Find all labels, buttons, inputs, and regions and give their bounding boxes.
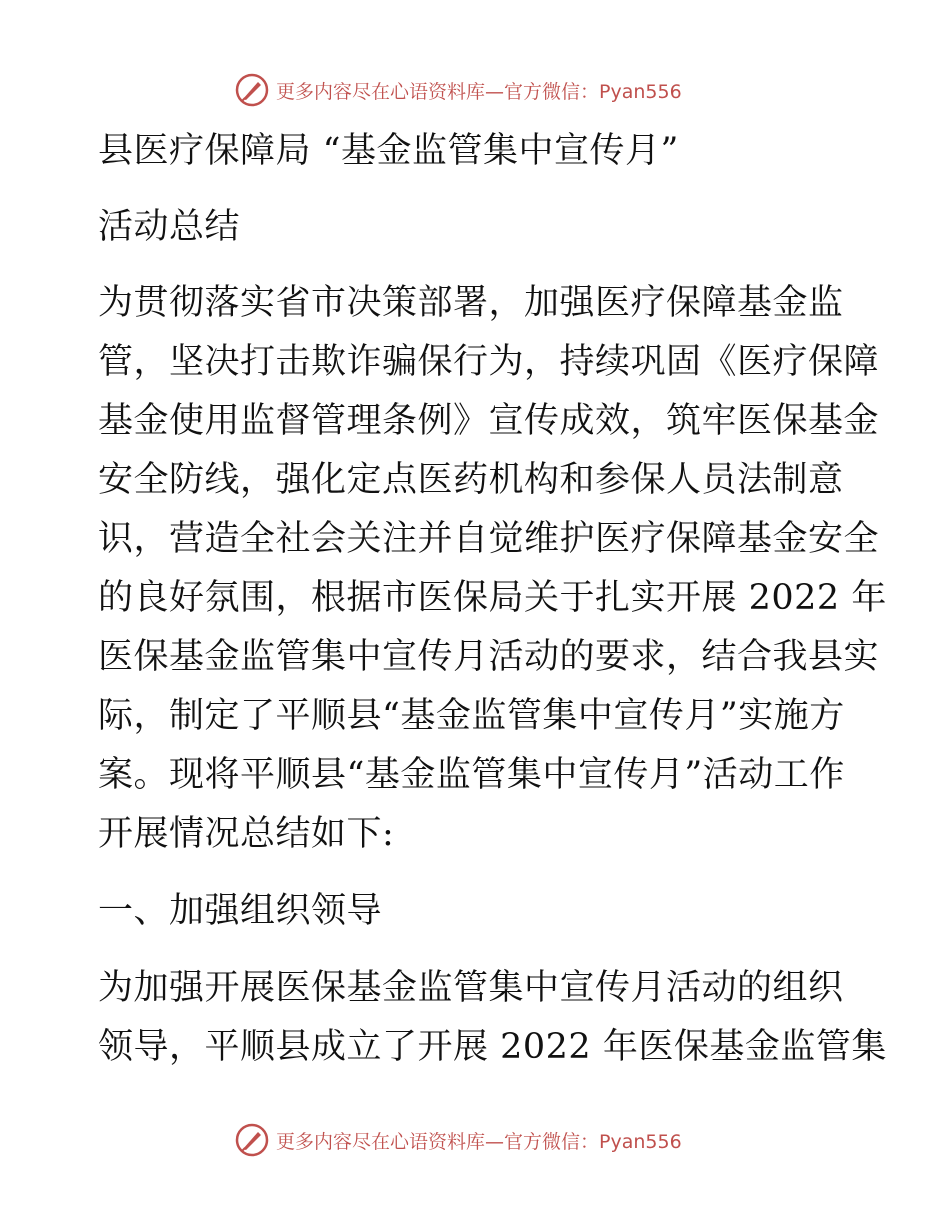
watermark-text: 更多内容尽在心语资料库—官方微信：Pyan556 [276, 1130, 682, 1153]
paragraph-line: 为加强开展医保基金监管集中宣传月活动的组织 [98, 968, 844, 1008]
paragraph-line: 为贯彻落实省市决策部署，加强医疗保障基金监 [98, 283, 844, 323]
quill-pen-icon [234, 1122, 270, 1158]
document-title: 县医疗保障局 “基金监管集中宣传月” [98, 131, 679, 171]
paragraph-line: 的良好氛围，根据市医保局关于扎实开展 2022 年 [98, 578, 887, 618]
paragraph-line: 医保基金监管集中宣传月活动的要求，结合我县实 [98, 637, 880, 677]
footer-watermark [234, 1120, 682, 1160]
paragraph-line: 基金使用监督管理条例》宣传成效，筑牢医保基金 [98, 401, 880, 441]
paragraph-line: 识，营造全社会关注并自觉维护医疗保障基金安全 [98, 519, 880, 559]
header-watermark [234, 70, 682, 110]
paragraph-line: 领导，平顺县成立了开展 2022 年医保基金监管集 [98, 1027, 887, 1067]
section-heading: 一、加强组织领导 [98, 891, 383, 931]
document-subtitle: 活动总结 [98, 207, 241, 247]
watermark-text: 更多内容尽在心语资料库—官方微信：Pyan556 [276, 80, 682, 103]
quill-pen-icon [234, 72, 270, 108]
paragraph-section1 [98, 959, 887, 1077]
paragraph-intro [98, 274, 887, 864]
document-body [98, 122, 887, 1077]
paragraph-line: 开展情况总结如下: [98, 814, 395, 854]
paragraph-line: 管，坚决打击欺诈骗保行为，持续巩固《医疗保障 [98, 342, 880, 382]
paragraph-line: 际，制定了平顺县“基金监管集中宣传月”实施方 [98, 696, 845, 736]
paragraph-line: 案。现将平顺县“基金监管集中宣传月”活动工作 [98, 755, 845, 795]
paragraph-line: 安全防线，强化定点医药机构和参保人员法制意 [98, 460, 844, 500]
